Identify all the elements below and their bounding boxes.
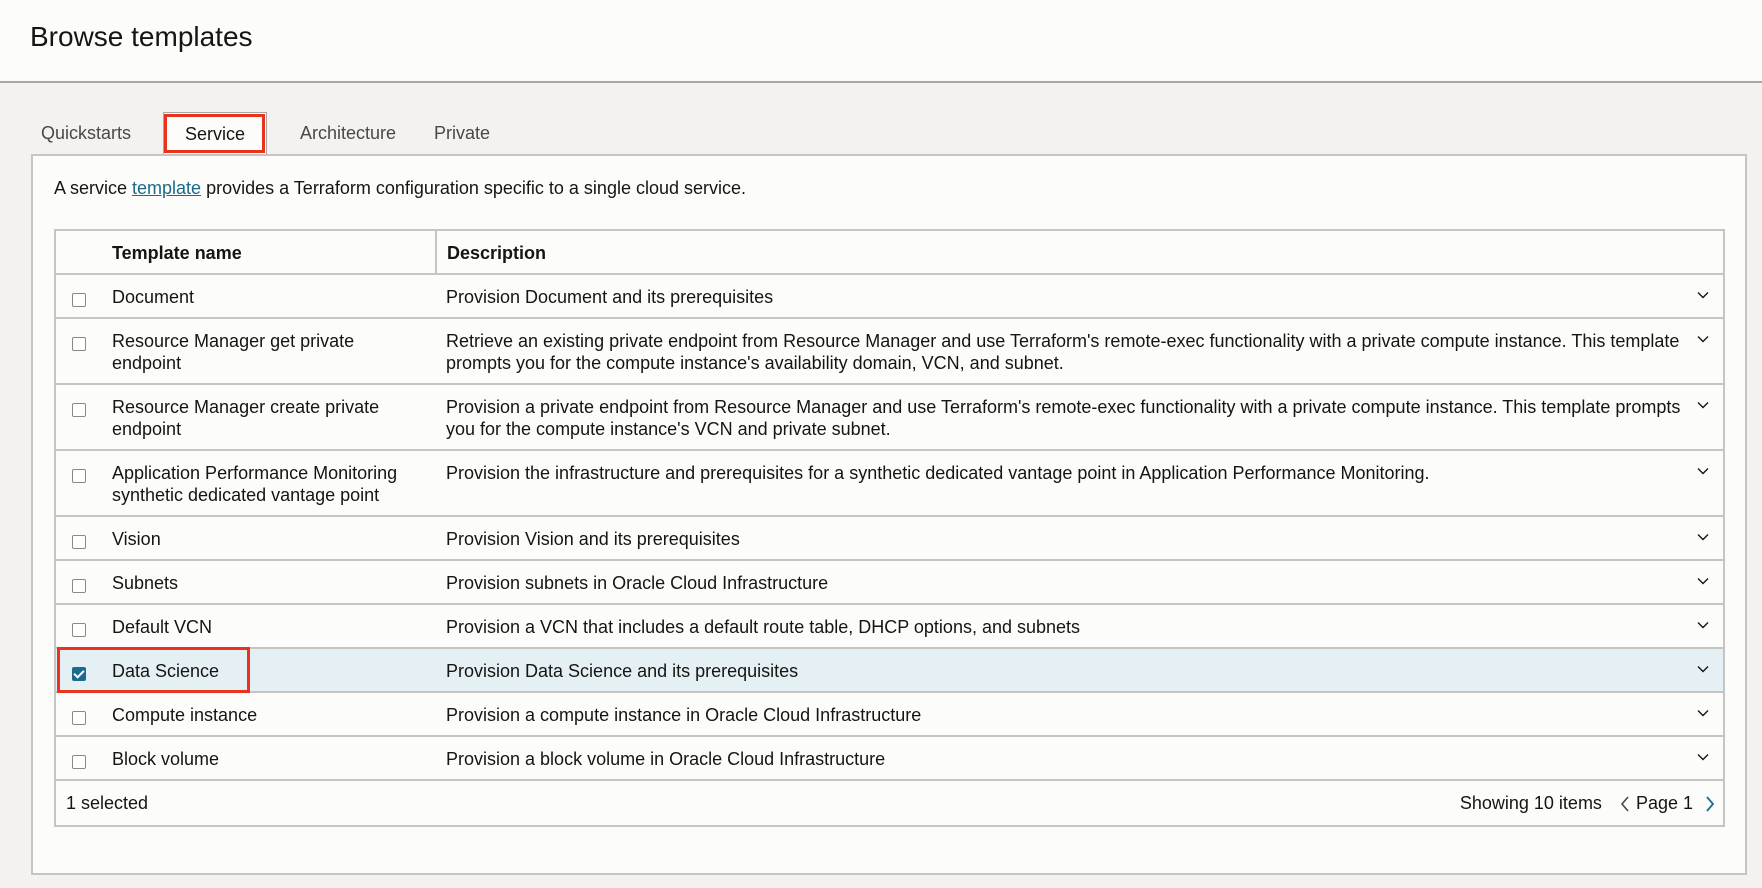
row-checkbox[interactable]	[72, 755, 86, 769]
page-header	[0, 0, 1762, 83]
template-name: Subnets	[112, 573, 179, 593]
table-row[interactable]	[56, 275, 1723, 319]
selected-count: 1 selected	[66, 793, 149, 813]
table-row[interactable]	[56, 385, 1723, 451]
intro-suffix: provides a Terraform configuration specific to a single cloud service.	[201, 178, 747, 198]
page-title: Browse templates	[30, 21, 253, 52]
tab-private[interactable]: Private	[433, 123, 491, 143]
chevron-down-icon[interactable]	[1697, 751, 1709, 763]
table-header	[56, 231, 1723, 275]
table-row[interactable]	[56, 605, 1723, 649]
template-description: Provision a private endpoint from Resource Manager and use Terraform's remote-exec functionality with a private compute instance. This template prompts you for the compute instance's VCN and private subnet.	[446, 397, 1681, 439]
template-description: Provision a VCN that includes a default route table, DHCP options, and subnets	[446, 617, 1081, 637]
intro-text	[54, 178, 746, 199]
chevron-down-icon[interactable]	[1697, 663, 1709, 675]
template-description: Provision a compute instance in Oracle Cloud Infrastructure	[446, 705, 922, 725]
chevron-down-icon[interactable]	[1697, 531, 1709, 543]
chevron-down-icon[interactable]	[1697, 619, 1709, 631]
template-description: Retrieve an existing private endpoint from Resource Manager and use Terraform's remote-exec functionality with a private compute instance. This template prompts you for the compute instance's availability domain, VCN, and subnet.	[446, 331, 1680, 373]
templates-panel	[31, 154, 1747, 875]
row-checkbox[interactable]	[72, 403, 86, 417]
row-checkbox[interactable]	[72, 623, 86, 637]
showing-count: Showing 10 items	[1459, 793, 1602, 813]
template-description: Provision Vision and its prerequisites	[446, 529, 740, 549]
template-name: Document	[112, 287, 195, 307]
row-checkbox[interactable]	[72, 535, 86, 549]
row-checkbox-checked[interactable]	[72, 667, 86, 681]
row-checkbox[interactable]	[72, 337, 86, 351]
row-checkbox[interactable]	[72, 469, 86, 483]
chevron-down-icon[interactable]	[1697, 399, 1709, 411]
column-header-template-name[interactable]: Template name	[112, 243, 242, 263]
tab-quickstarts[interactable]: Quickstarts	[40, 123, 132, 143]
row-checkbox[interactable]	[72, 293, 86, 307]
table-row[interactable]	[56, 561, 1723, 605]
intro-prefix: A service	[54, 178, 133, 198]
table-row[interactable]	[56, 693, 1723, 737]
chevron-down-icon[interactable]	[1697, 289, 1709, 301]
templates-table	[54, 229, 1725, 827]
template-name: Vision	[112, 529, 161, 549]
chevron-left-icon[interactable]	[1618, 795, 1632, 813]
pagination	[1460, 793, 1717, 814]
chevron-down-icon[interactable]	[1697, 333, 1709, 345]
table-row[interactable]	[56, 319, 1723, 385]
column-header-description[interactable]: Description	[447, 243, 547, 263]
row-checkbox[interactable]	[72, 579, 86, 593]
chevron-right-icon[interactable]	[1703, 795, 1717, 813]
table-row[interactable]	[56, 517, 1723, 561]
template-name: Compute instance	[112, 705, 258, 725]
template-description: Provision the infrastructure and prerequisites for a synthetic dedicated vantage point in Application Performance Monitoring.	[446, 463, 1430, 483]
chevron-down-icon[interactable]	[1697, 707, 1709, 719]
table-row[interactable]	[56, 737, 1723, 781]
tab-architecture[interactable]: Architecture	[299, 123, 397, 143]
template-description: Provision Data Science and its prerequisites	[446, 661, 799, 681]
template-name: Resource Manager create private endpoint	[112, 397, 380, 439]
template-name: Application Performance Monitoring synthetic dedicated vantage point	[112, 463, 398, 505]
row-checkbox[interactable]	[72, 711, 86, 725]
column-divider[interactable]	[435, 231, 437, 273]
table-footer	[56, 781, 1723, 825]
template-name: Resource Manager get private endpoint	[112, 331, 355, 373]
chevron-down-icon[interactable]	[1697, 465, 1709, 477]
template-description: Provision a block volume in Oracle Cloud Infrastructure	[446, 749, 886, 769]
template-description: Provision Document and its prerequisites	[446, 287, 774, 307]
table-row[interactable]	[56, 451, 1723, 517]
tab-service[interactable]: Service	[163, 112, 267, 156]
table-row-selected[interactable]	[56, 649, 1723, 693]
template-name: Block volume	[112, 749, 220, 769]
chevron-down-icon[interactable]	[1697, 575, 1709, 587]
page-indicator: Page 1	[1635, 793, 1693, 813]
template-description: Provision subnets in Oracle Cloud Infrastructure	[446, 573, 829, 593]
template-link[interactable]: template	[132, 178, 202, 198]
template-name: Data Science	[112, 661, 220, 681]
template-name: Default VCN	[112, 617, 213, 637]
